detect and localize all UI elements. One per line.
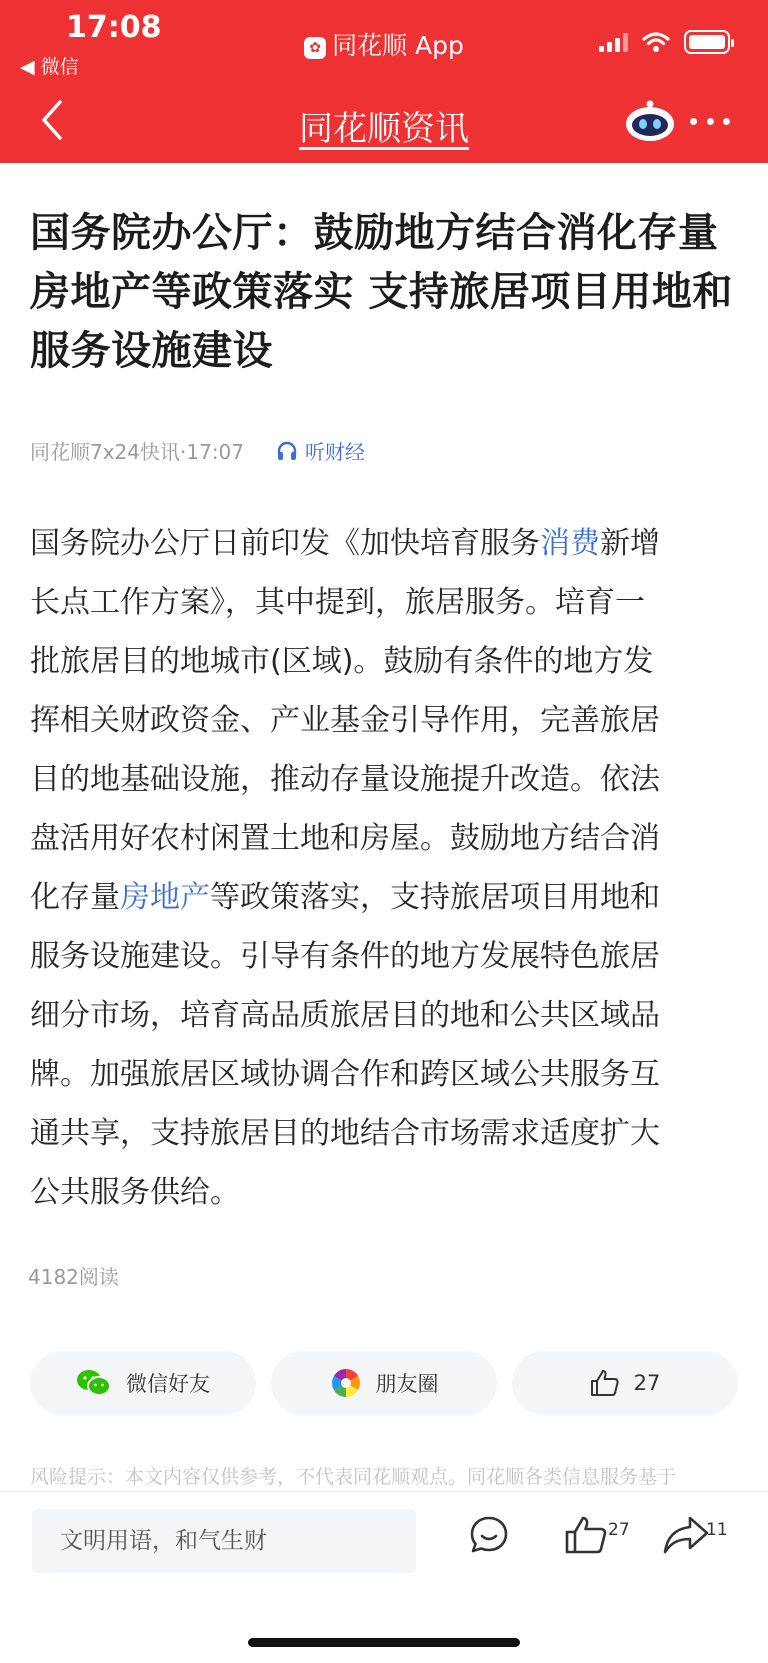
share-like-count: 27 (633, 1371, 661, 1395)
risk-notice: 风险提示：本文内容仅供参考，不代表同花顺观点。同花顺各类信息服务基于 (30, 1466, 677, 1488)
body-text: 化存量 (30, 880, 120, 915)
robot-assistant-icon[interactable] (622, 98, 678, 144)
body-text: 盘活用好农村闲置土地和房屋。鼓励地方结合消 (30, 821, 660, 856)
thumbs-up-icon (590, 1369, 620, 1397)
bottom-bar (0, 1491, 768, 1663)
body-text: 公共服务供给。 (30, 1175, 240, 1210)
body-line (30, 514, 742, 573)
like-icon[interactable] (564, 1514, 608, 1556)
body-text: 通共享，支持旅居目的地结合市场需求适度扩大 (30, 1116, 660, 1151)
share-wechat-label: 微信好友 (126, 1372, 210, 1396)
home-indicator (248, 1638, 520, 1647)
article-title: 国务院办公厅：鼓励地方结合消化存量房地产等政策落实 支持旅居项目用地和服务设施建设 (30, 210, 733, 374)
share-icon[interactable] (662, 1514, 710, 1556)
headphones-icon (276, 440, 298, 462)
listen-label: 听财经 (305, 440, 366, 464)
share-like-button[interactable] (512, 1351, 738, 1415)
comment-icon[interactable] (468, 1514, 510, 1556)
page-title: 同花顺资讯 (299, 109, 469, 149)
body-line (30, 750, 742, 809)
like-count: 27 (608, 1520, 630, 1540)
wechat-icon (76, 1368, 112, 1398)
body-text: 长点工作方案》，其中提到，旅居服务。培育一 (30, 585, 645, 620)
body-text: 等政策落实，支持旅居项目用地和 (210, 880, 660, 915)
article-meta (30, 436, 365, 465)
listen-button[interactable] (276, 436, 365, 465)
app-header (0, 0, 768, 163)
signal-icon (599, 32, 628, 52)
comment-input[interactable]: 文明用语，和气生财 (32, 1509, 416, 1573)
body-text: 批旅居目的地城市(区域)。鼓励有条件的地方发 (30, 644, 654, 679)
share-row (30, 1351, 738, 1415)
body-text: 牌。加强旅居区域协调合作和跨区域公共服务互 (30, 1057, 660, 1092)
stock-topic-link[interactable]: 房地产 (120, 880, 210, 915)
more-icon[interactable] (690, 104, 730, 138)
back-to-wechat[interactable]: ◀ 微信 (20, 56, 79, 78)
body-line (30, 632, 742, 691)
body-text: 目的地基础设施，推动存量设施提升改造。依法 (30, 762, 660, 797)
body-line (30, 927, 742, 986)
body-text: 挥相关财政资金、产业基金引导作用，完善旅居 (30, 703, 660, 738)
body-text: 新增 (600, 526, 660, 561)
status-icons (599, 30, 730, 54)
share-moments-button[interactable] (271, 1351, 497, 1415)
body-line (30, 573, 742, 632)
app-logo-icon: ✿ (304, 37, 326, 59)
stock-topic-link[interactable]: 消费 (540, 526, 600, 561)
body-line (30, 809, 742, 868)
status-time: 17:08 (66, 10, 162, 45)
share-count: 11 (706, 1520, 728, 1540)
body-line (30, 868, 742, 927)
read-count: 4182阅读 (28, 1265, 119, 1289)
body-text: 服务设施建设。引导有条件的地方发展特色旅居 (30, 939, 660, 974)
status-app-label: 同花顺 App (332, 31, 464, 60)
moments-icon (330, 1367, 362, 1399)
body-text: 国务院办公厅日前印发《加快培育服务 (30, 526, 540, 561)
body-line (30, 1045, 742, 1104)
battery-icon (684, 30, 730, 54)
share-moments-label: 朋友圈 (375, 1372, 439, 1396)
body-line (30, 691, 742, 750)
share-wechat-button[interactable] (30, 1351, 256, 1415)
article-body (30, 514, 742, 1222)
article-source: 同花顺7x24快讯·17:07 (30, 440, 245, 464)
body-text: 细分市场，培育高品质旅居目的地和公共区域品 (30, 998, 660, 1033)
body-line (30, 1163, 742, 1222)
body-line (30, 986, 742, 1045)
wifi-icon (642, 31, 670, 53)
body-line (30, 1104, 742, 1163)
